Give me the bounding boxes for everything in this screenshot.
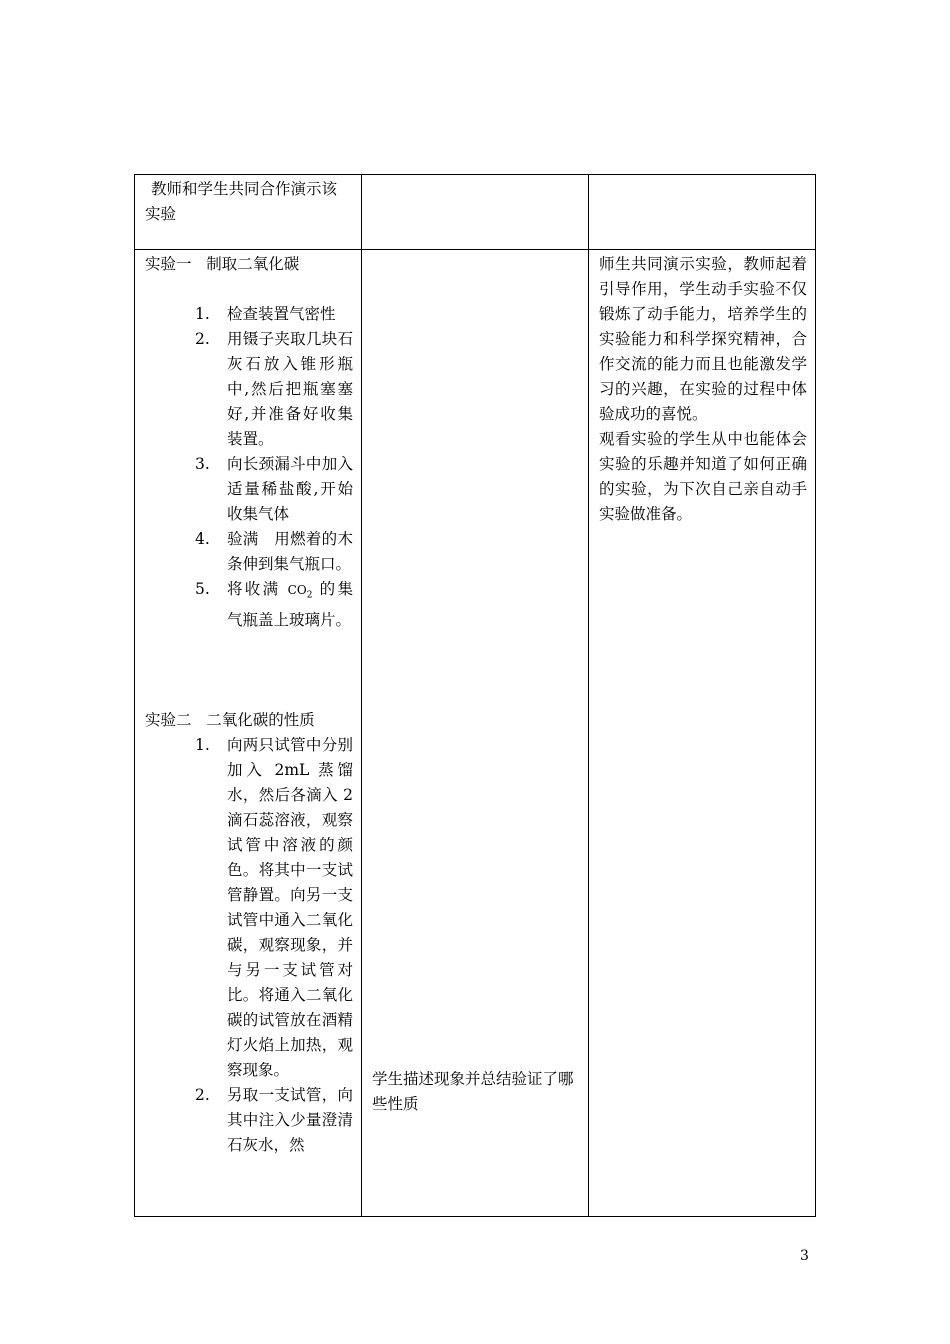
co2-formula: $CO_2$ — [287, 583, 313, 601]
experiment-2-steps — [135, 733, 361, 1158]
page-number: 3 — [800, 1248, 809, 1264]
list-item: 3. 向长颈漏斗中加入适量稀盐酸,开始收集气体 — [195, 455, 353, 523]
student-activity-cell — [362, 250, 589, 1217]
experiment-1-steps — [135, 302, 361, 633]
list-item: 4. 验满 用燃着的木条伸到集气瓶口。 — [195, 530, 353, 573]
experiments-cell — [135, 250, 362, 1217]
experiment-1-title: 实验一 制取二氧化碳 — [145, 255, 300, 273]
experiment-2-title: 实验二 二氧化碳的性质 — [145, 711, 315, 730]
list-item: 5. 将收满 $CO_2$ 的集气瓶盖上玻璃片。 — [195, 580, 353, 630]
list-item: 2. 另取一支试管，向其中注入少量澄清石灰水，然 — [195, 1086, 353, 1155]
table-cell — [362, 175, 589, 250]
list-item: 1. 向两只试管中分别加入 2mL 蒸馏水，然后各滴入 2 滴石蕊溶液，观察试管中溶液的颜色。将其中一支试管静置。向另一支试管中通入二氧化碳，观察现象，并与另一支试管对比。将通入二氧化碳的试管放在酒精灯火焰上加热，观察现象。 — [195, 736, 353, 1080]
table-row — [135, 250, 816, 1217]
design-intent-text-2: 观看实验的学生从中也能体会实验的乐趣并知道了如何正确的实验，为下次自己亲自动手实验做准备。 — [599, 430, 807, 523]
student-activity-text: 学生描述现象并总结验证了哪些性质 — [372, 1070, 574, 1113]
list-item: 1. 检查装置气密性 — [195, 305, 336, 323]
table-row — [135, 175, 816, 250]
table-cell — [135, 175, 362, 250]
lesson-plan-table — [134, 174, 816, 1217]
design-intent-text-1: 师生共同演示实验，教师起着引导作用，学生动手实验不仅锻炼了动手能力，培养学生的实验能力和科学探究精神，合作交流的能力而且也能激发学习的兴趣，在实验的过程中体验成功的喜悦。 — [599, 255, 807, 423]
design-intent-cell — [589, 250, 816, 1217]
table-cell — [589, 175, 816, 250]
list-item: 2. 用镊子夹取几块石灰石放入锥形瓶中,然后把瓶塞塞好,并准备好收集装置。 — [195, 330, 353, 448]
demo-note: 教师和学生共同合作演示该实验 — [145, 180, 338, 223]
